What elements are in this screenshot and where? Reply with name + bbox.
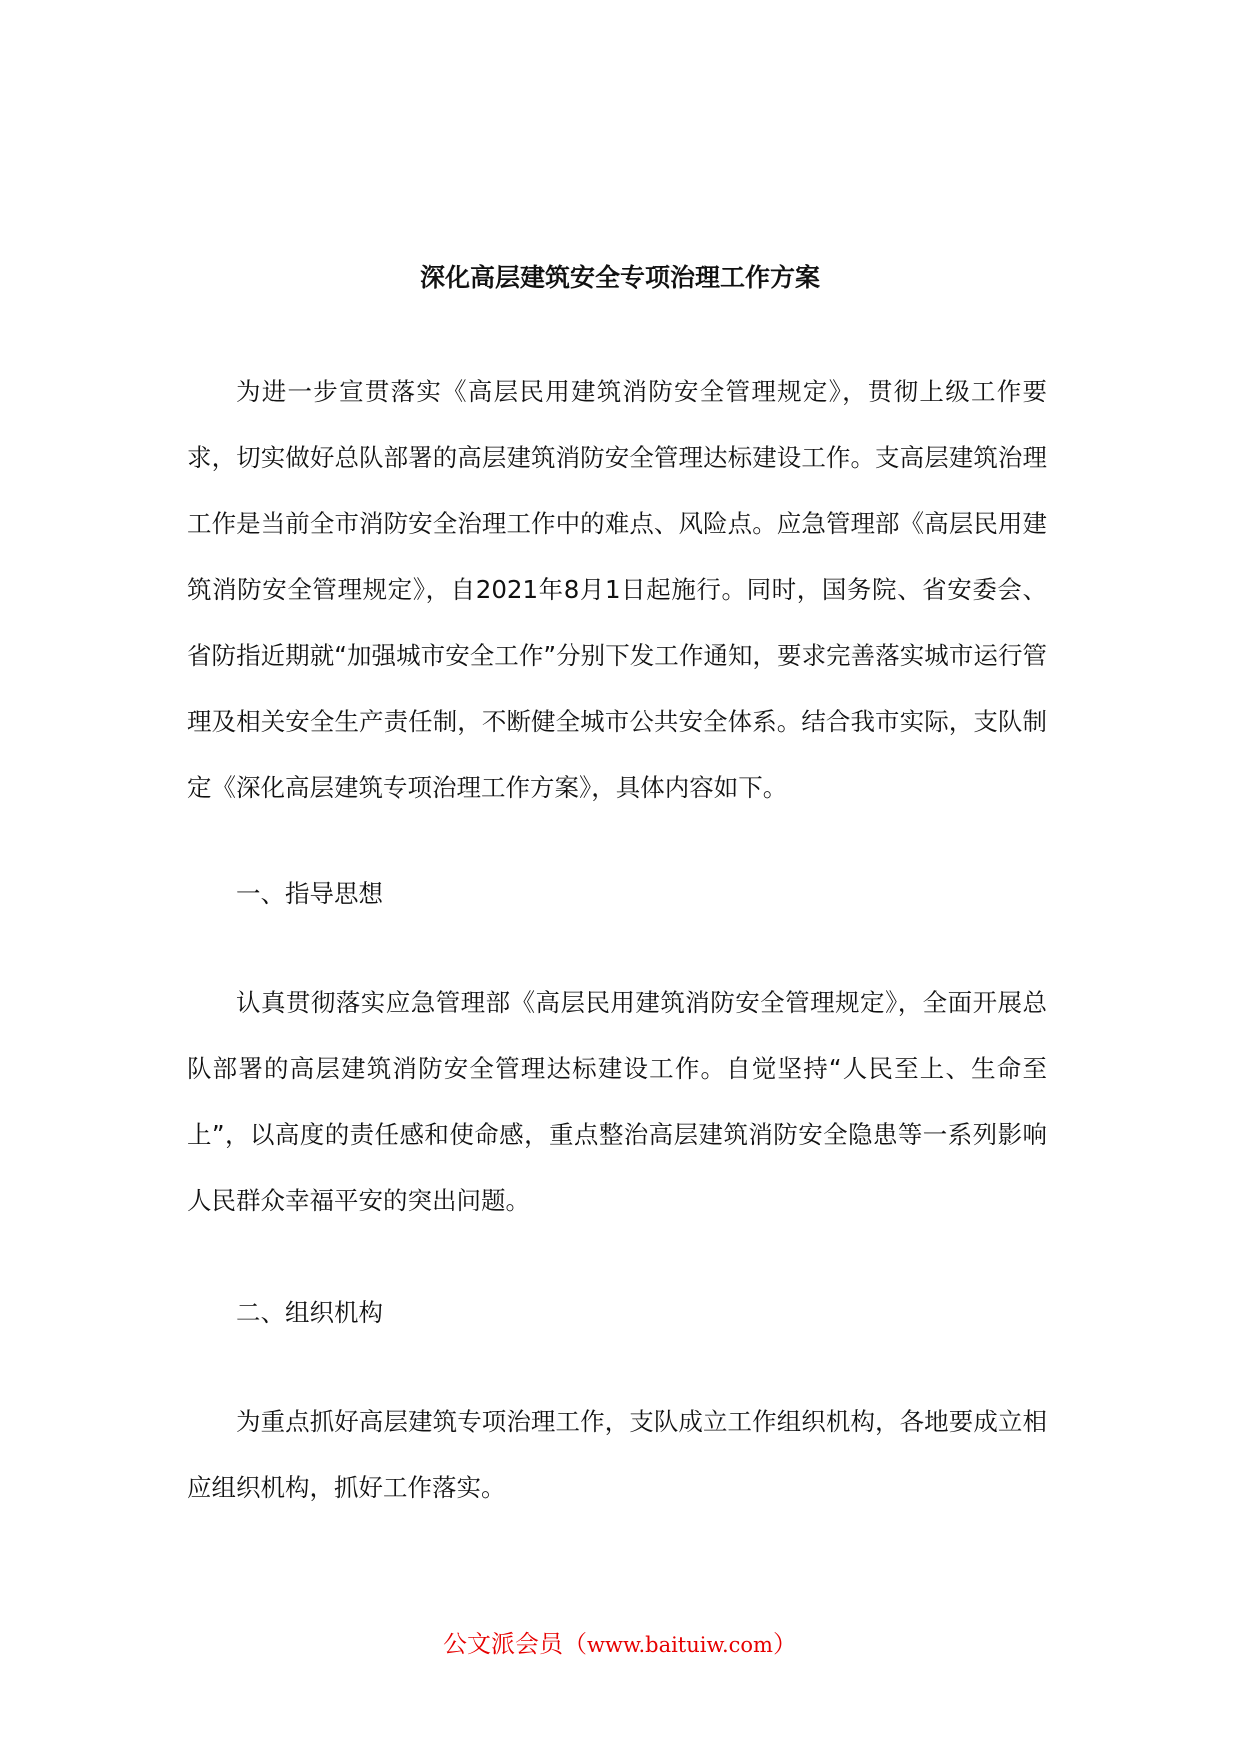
- section-heading-organization: 二、组织机构: [236, 1298, 383, 1327]
- guiding-principle-paragraph: 认真贯彻落实应急管理部《高层民用建筑消防安全管理规定》，全面开展总队部署的高层建筑消防安全管理达标建设工作。自觉坚持“人民至上、生命至上”，以高度的责任感和使命感，重点整治高层建筑消防安全隐患等一系列影响人民群众幸福平安的突出问题。: [187, 988, 1047, 1215]
- footer-watermark: [0, 1624, 1240, 1665]
- footer-brand: 公文派会员: [443, 1630, 564, 1658]
- document-title: 深化高层建筑安全专项治理工作方案: [419, 263, 820, 292]
- footer-paren-close: ）: [772, 1630, 797, 1658]
- footer-paren-open: （: [563, 1630, 588, 1658]
- footer-url-link[interactable]: www.baituiw.com: [587, 1633, 773, 1657]
- section-heading-guiding-principle: 一、指导思想: [236, 879, 383, 908]
- organization-paragraph: 为重点抓好高层建筑专项治理工作，支队成立工作组织机构，各地要成立相应组织机构，抓好工作落实。: [187, 1407, 1047, 1502]
- intro-paragraph: 为进一步宣贯落实《高层民用建筑消防安全管理规定》，贯彻上级工作要求，切实做好总队部署的高层建筑消防安全管理达标建设工作。支高层建筑治理工作是当前全市消防安全治理工作中的难点、风险点。应急管理部《高层民用建筑消防安全管理规定》，自2021年8月1日起施行。同时，国务院、省安委会、省防指近期就“加强城市安全工作”分别下发工作通知，要求完善落实城市运行管理及相关安全生产责任制，不断健全城市公共安全体系。结合我市实际，支队制定《深化高层建筑专项治理工作方案》，具体内容如下。: [187, 377, 1047, 802]
